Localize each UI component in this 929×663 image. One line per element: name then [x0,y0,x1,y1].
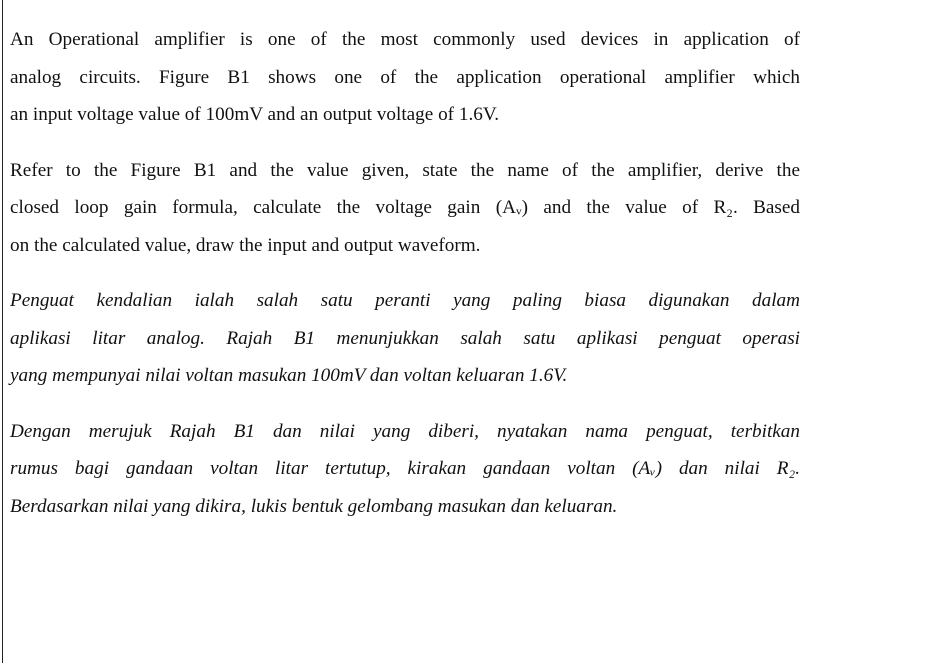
text-line: analog circuits. Figure B1 shows one of the application operational amplifier which [10,66,800,88]
text-line: aplikasi litar analog. Rajah B1 menunjukkan salah satu aplikasi penguat operasi [10,327,800,349]
text-line: Refer to the Figure B1 and the value given, state the name of the amplifier, derive the [10,159,800,181]
text-line: Penguat kendalian ialah salah satu peranti yang paling biasa digunakan dalam [10,290,800,311]
english-paragraph-intro [10,21,800,134]
text-line: Berdasarkan nilai yang dikira, lukis bentuk gelombang masukan dan keluaran. [10,495,618,517]
text-line: yang mempunyai nilai voltan masukan 100mV dan voltan keluaran 1.6V. [10,365,568,386]
text-line: An Operational amplifier is one of the most commonly used devices in application of [10,29,800,50]
text-line: an input voltage value of 100mV and an output voltage of 1.6V. [10,104,500,125]
malay-paragraph-intro [10,282,800,395]
text-line: rumus bagi gandaan voltan litar tertutup, kirakan gandaan voltan (Aᵥ) dan nilai R₂. [10,458,800,479]
question-body [10,21,800,543]
text-line: on the calculated value, draw the input and output waveform. [10,234,481,256]
english-paragraph-task [10,152,800,265]
text-line: closed loop gain formula, calculate the voltage gain (Aᵥ) and the value of R₂. Based [10,197,800,218]
malay-paragraph-task [10,413,800,526]
left-margin-rule [2,0,3,663]
text-line: Dengan merujuk Rajah B1 dan nilai yang diberi, nyatakan nama penguat, terbitkan [10,420,800,442]
